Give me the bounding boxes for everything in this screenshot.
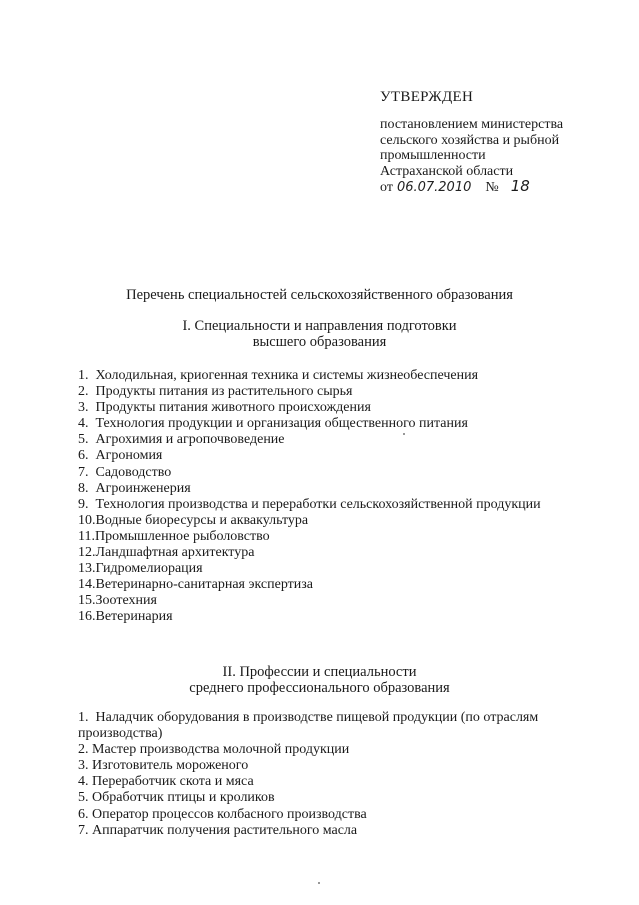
list-item-text: Обработчик птицы и кроликов <box>92 790 275 806</box>
list-item-text: Продукты питания животного происхождения <box>95 400 371 416</box>
scan-speck <box>318 882 320 884</box>
list-item-number: 4. <box>78 774 92 790</box>
list-item-number: 3. <box>78 758 92 774</box>
list-item-text: Оператор процессов колбасного производства <box>92 806 367 822</box>
list-item <box>78 368 541 384</box>
list-item-number: 12. <box>78 545 96 561</box>
list-item-number: 10. <box>78 512 96 528</box>
list-item-text: Технология производства и переработки сельскохозяйственной продукции <box>95 496 541 512</box>
list-item-number: 14. <box>78 577 96 593</box>
list-item <box>78 807 598 823</box>
list-item-text: Промышленное рыболовство <box>94 528 270 544</box>
section1-list <box>78 368 541 626</box>
section2-heading-line: среднего профессионального образования <box>189 680 450 696</box>
list-item-text: Агрономия <box>95 448 163 464</box>
handwritten-number: 18 <box>510 177 530 195</box>
list-item-number: 2. <box>78 742 92 758</box>
section1-heading-line: высшего образования <box>252 334 387 350</box>
list-item <box>78 465 541 481</box>
document-title: Перечень специальностей сельскохозяйственного образования <box>126 287 513 303</box>
list-item <box>78 609 541 625</box>
list-item-number: 1. <box>78 368 96 383</box>
section2-list <box>78 710 598 839</box>
list-item <box>78 742 598 758</box>
list-item-text: Наладчик оборудования в производстве пищевой продукции (по отраслям производства) <box>78 710 539 742</box>
approval-line: сельского хозяйства и рыбной <box>380 132 560 148</box>
list-item <box>78 529 541 545</box>
list-item-text: Агрохимия и агропочвоведение <box>95 432 285 448</box>
list-item-number: 11. <box>78 528 95 544</box>
list-item <box>78 416 541 432</box>
list-item-number: 2. <box>78 384 96 400</box>
list-item <box>78 561 541 577</box>
list-item-number: 6. <box>78 806 92 822</box>
list-item-text: Ветеринарно-санитарная экспертиза <box>95 577 314 593</box>
list-item-number: 7. <box>78 822 92 838</box>
list-item-text: Аппаратчик получения растительного масла <box>92 822 358 838</box>
list-item-text: Водные биоресурсы и аквакультура <box>95 512 309 528</box>
list-item <box>78 593 541 609</box>
list-item-number: 4. <box>78 416 96 432</box>
list-item-number: 13. <box>78 561 96 577</box>
section1-heading <box>0 318 639 350</box>
list-item <box>78 448 541 464</box>
approval-line: постановлением министерства <box>380 117 564 132</box>
list-item <box>78 481 541 497</box>
list-item-text: Зоотехния <box>95 593 157 609</box>
list-item <box>78 513 541 529</box>
list-item-number: 8. <box>78 480 96 496</box>
list-item-number: 5. <box>78 432 96 448</box>
section2-heading-line: II. Профессии и специальности <box>222 664 417 680</box>
scan-speck <box>403 433 405 435</box>
approval-date-line <box>380 179 620 196</box>
list-item-text: Переработчик скота и мяса <box>92 774 254 790</box>
list-item-text: Технология продукции и организация общественного питания <box>95 416 468 432</box>
list-item-number: 6. <box>78 448 96 464</box>
approval-line: Астраханской области <box>380 163 514 179</box>
list-item <box>78 497 541 513</box>
list-item-text: Продукты питания из растительного сырья <box>95 384 353 400</box>
list-item-number: 15. <box>78 593 96 609</box>
approval-line: промышленности <box>380 148 486 163</box>
section2-heading <box>0 664 639 696</box>
list-item-text: Изготовитель мороженого <box>92 758 249 774</box>
list-item <box>78 710 598 742</box>
list-item <box>78 823 598 839</box>
list-item-text: Агроинженерия <box>95 480 191 496</box>
list-item-text: Мастер производства молочной продукции <box>92 742 350 758</box>
section1-heading-line: I. Специальности и направления подготовки <box>182 318 457 334</box>
list-item <box>78 577 541 593</box>
list-item-text: Ландшафтная архитектура <box>95 545 255 561</box>
list-item-number: 3. <box>78 400 96 416</box>
list-item-text: Гидромелиорация <box>95 561 203 577</box>
list-item <box>78 790 598 806</box>
list-item <box>78 758 598 774</box>
list-item-number: 7. <box>78 464 96 480</box>
list-item <box>78 545 541 561</box>
approval-title: УТВЕРЖДЕН <box>380 89 474 105</box>
list-item-text: Холодильная, криогенная техника и системы жизнеобеспечения <box>95 368 479 383</box>
list-item <box>78 400 541 416</box>
list-item <box>78 384 541 400</box>
list-item-number: 9. <box>78 496 96 512</box>
list-item-number: 16. <box>78 609 96 625</box>
number-sign: № <box>485 180 499 195</box>
date-prefix: от <box>380 180 393 195</box>
list-item-text: Садоводство <box>95 464 172 480</box>
list-item <box>78 432 541 448</box>
handwritten-date: 06.07.2010 <box>396 180 472 195</box>
list-item-number: 1. <box>78 710 96 725</box>
list-item-text: Ветеринария <box>95 609 173 625</box>
approval-block <box>380 117 620 196</box>
list-item-number: 5. <box>78 790 92 806</box>
list-item <box>78 774 598 790</box>
